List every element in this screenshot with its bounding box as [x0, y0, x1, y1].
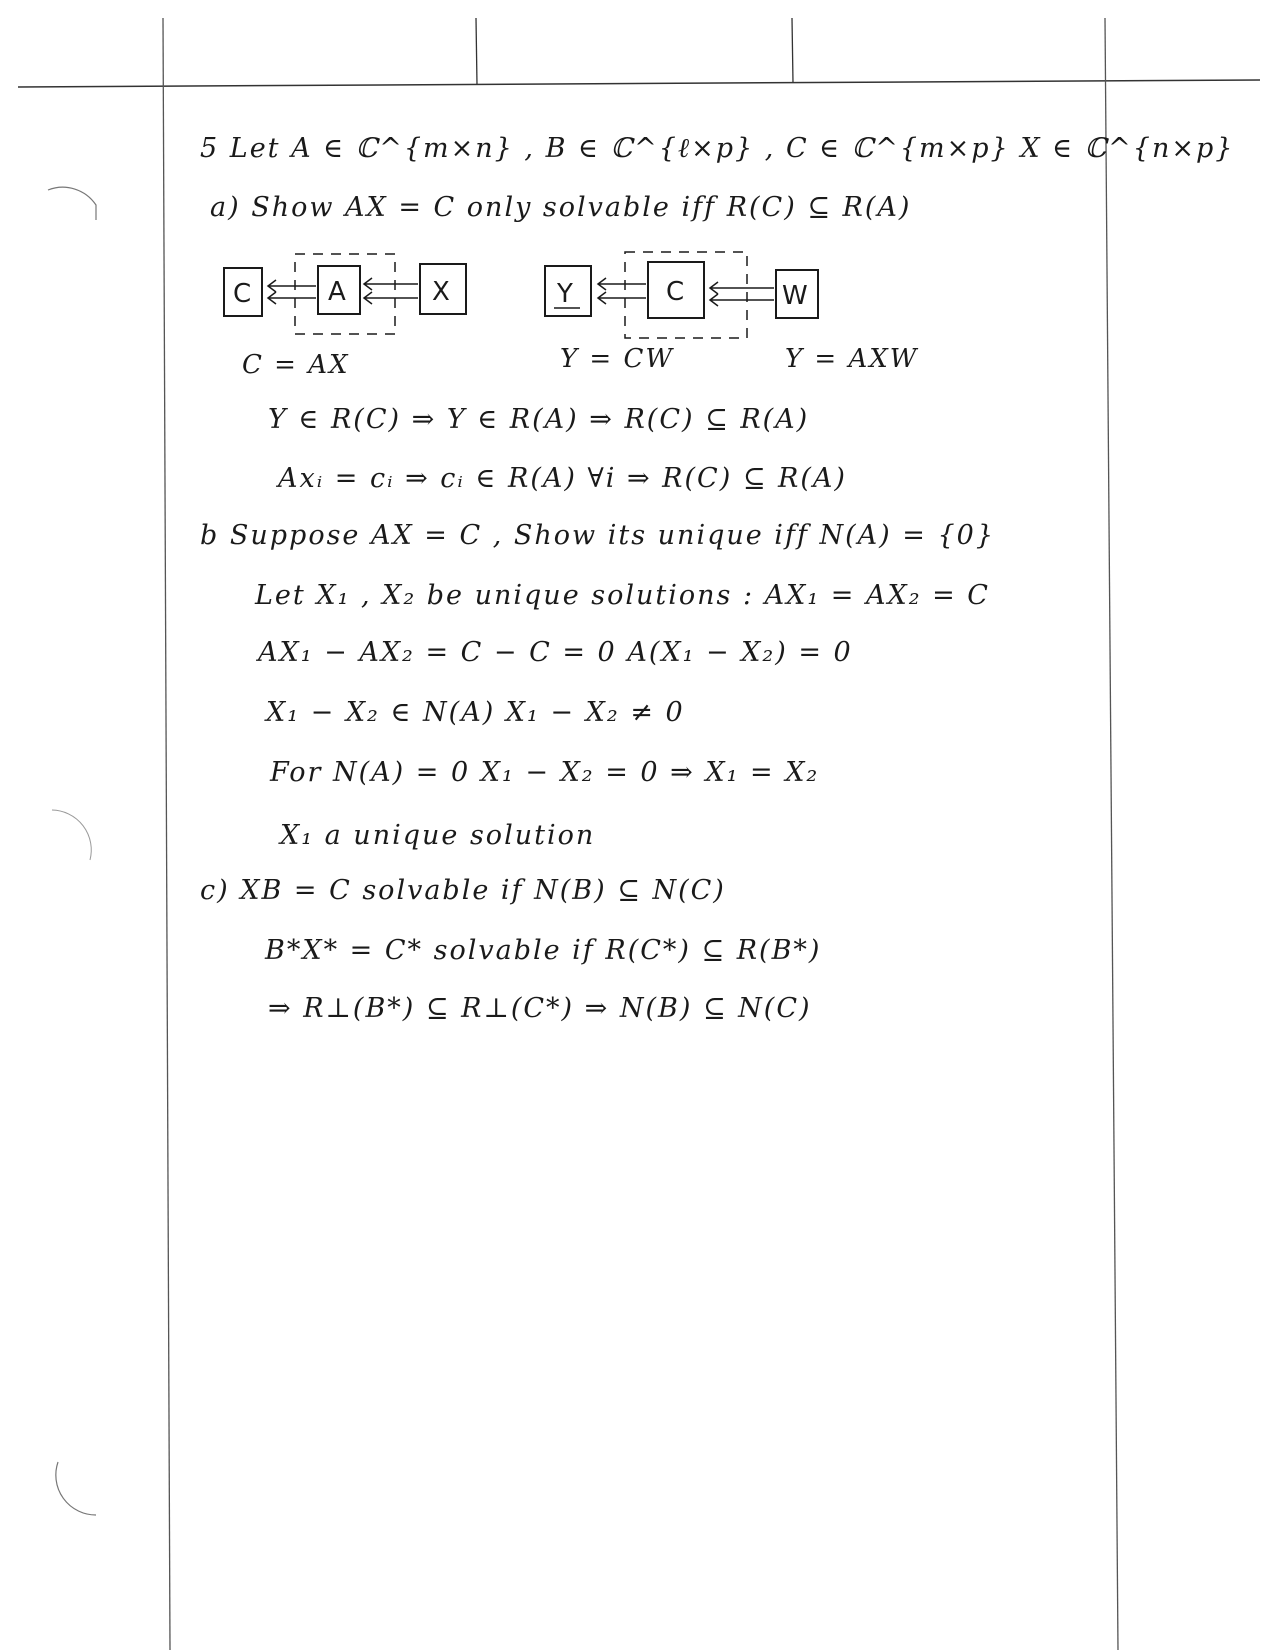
- part-c-line-1: B*X* = C* solvable if R(C*) ⊆ R(B*): [265, 935, 822, 966]
- right-margin-rule: [1105, 18, 1118, 1650]
- header-rule: [18, 80, 1260, 87]
- part-b-line-4: For N(A) = 0 X₁ − X₂ = 0 ⇒ X₁ = X₂: [270, 757, 820, 788]
- part-c-line-2: ⇒ R⊥(B*) ⊆ R⊥(C*) ⇒ N(B) ⊆ N(C): [268, 993, 812, 1024]
- header-column-rule: [476, 18, 477, 85]
- part-b-line-3: X₁ − X₂ ∈ N(A) X₁ − X₂ ≠ 0: [266, 697, 685, 728]
- header-column-rule: [792, 18, 793, 83]
- matrix-box-w-label: W: [782, 281, 808, 311]
- matrix-box-c-label: C: [666, 277, 685, 307]
- matrix-box-a-label: A: [328, 277, 346, 307]
- diagram-matrix-chain-1: [224, 254, 466, 334]
- arrow-icon: [710, 282, 774, 306]
- left-margin-rule: [163, 18, 170, 1650]
- binder-hole: [52, 810, 91, 860]
- arrow-icon: [598, 278, 646, 304]
- problem-header: 5 Let A ∈ ℂ^{m×n} , B ∈ ℂ^{ℓ×p} , C ∈ ℂ^{m×p} X ∈ ℂ^{n×p}: [200, 133, 1235, 164]
- matrix-box-c-label: C: [233, 279, 252, 309]
- part-b-line-1: Let X₁ , X₂ be unique solutions : AX₁ = AX₂ = C: [255, 580, 990, 611]
- arrow-icon: [268, 280, 316, 304]
- arrow-icon: [364, 278, 418, 304]
- binder-hole: [48, 187, 96, 220]
- matrix-box-y-label: Y: [557, 279, 573, 309]
- diagram1-caption: C = AX: [242, 350, 350, 380]
- part-c-statement: c) XB = C solvable if N(B) ⊆ N(C): [200, 875, 726, 906]
- part-a-line-2: Axᵢ = cᵢ ⇒ cᵢ ∈ R(A) ∀i ⇒ R(C) ⊆ R(A): [278, 463, 847, 494]
- caption-y-axw: Y = AXW: [785, 344, 919, 374]
- diagram-matrix-chain-2: [545, 252, 818, 338]
- dashed-group: [625, 252, 747, 338]
- binder-hole: [56, 1462, 96, 1515]
- part-b-statement: b Suppose AX = C , Show its unique iff N(A) = {0}: [200, 520, 996, 551]
- part-b-line-5: X₁ a unique solution: [280, 820, 596, 851]
- part-b-line-2: AX₁ − AX₂ = C − C = 0 A(X₁ − X₂) = 0: [258, 637, 853, 668]
- part-a-line-1: Y ∈ R(C) ⇒ Y ∈ R(A) ⇒ R(C) ⊆ R(A): [268, 404, 810, 435]
- diagram2-caption: Y = CW: [560, 344, 675, 374]
- matrix-box-x-label: X: [432, 277, 450, 307]
- part-a-statement: a) Show AX = C only solvable iff R(C) ⊆ R(A): [210, 192, 912, 223]
